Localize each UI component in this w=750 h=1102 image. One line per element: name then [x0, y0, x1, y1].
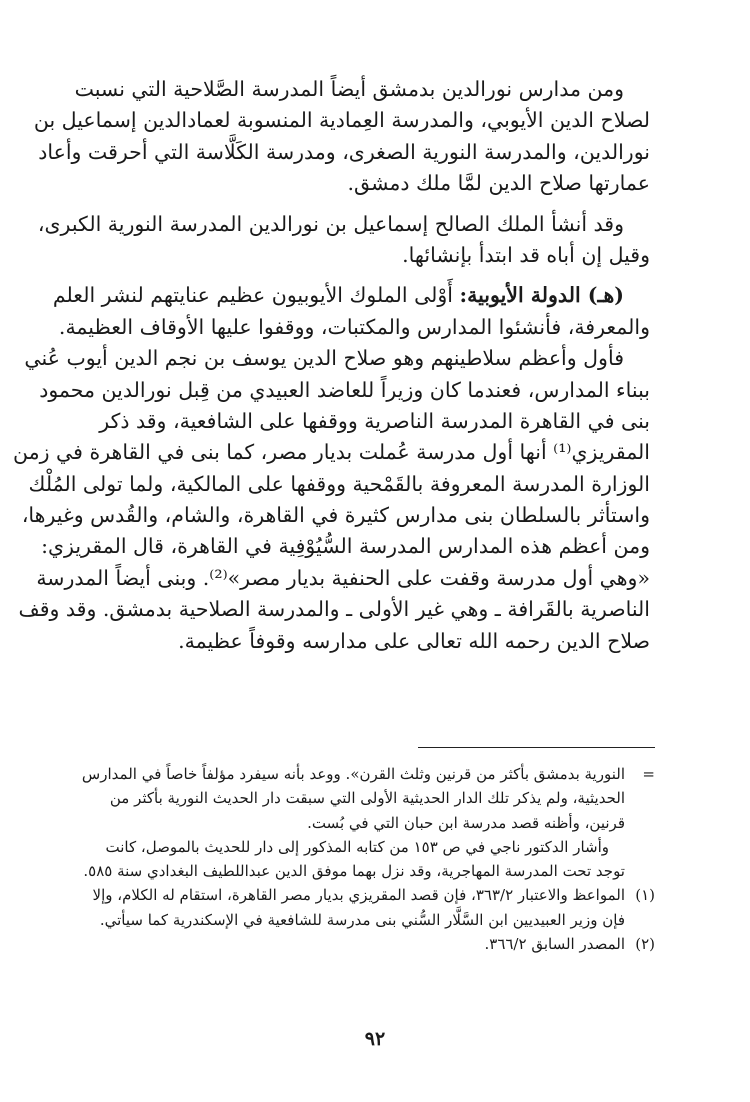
- footnote-line: الحديثية، ولم يذكر تلك الدار الحديثية الأولى التي سبقت دار الحديث النورية بأكثر من: [109, 789, 625, 808]
- footnote-line: توجد تحت المدرسة المهاجرية، وقد نزل بهما موفق الدين عبداللطيف البغدادي سنة ٥٨٥.: [83, 862, 625, 881]
- text-line: وقد أنشأ الملك الصالح إسماعيل بن نورالدين المدرسة النورية الكبرى،: [37, 211, 624, 236]
- continuation-mark: =: [642, 765, 655, 783]
- footnote-line: [83, 932, 655, 956]
- text-line: المقريزي⁽¹⁾ أنها أول مدرسة عُملت بديار مصر، كما بنى في القاهرة في زمن: [13, 440, 650, 465]
- page-number: ٩٢: [364, 1028, 386, 1050]
- text-line: لصلاح الدين الأيوبي، والمدرسة العِمادية المنسوبة لعمادالدين إسماعيل بن: [33, 108, 650, 133]
- footnotes: [83, 762, 655, 956]
- text-line: الوزارة المدرسة المعروفة بالقَمْحية ووقفها على المالكية، ولما تولى المُلْك: [28, 471, 650, 496]
- footnote-line: [83, 883, 655, 907]
- text-line: «وهي أول مدرسة وقفت على الحنفية بديار مصر»⁽²⁾. وبنى أيضاً المدرسة: [36, 565, 650, 590]
- footnote-line: قرنين، وأظنه قصد مدرسة ابن حبان التي في بُست.: [307, 813, 625, 832]
- text-line: الناصرية بالقَرافة ـ وهي غير الأولى ـ والمدرسة الصلاحية بدمشق. وقد وقف: [18, 597, 650, 622]
- text-line: ومن مدارس نورالدين بدمشق أيضاً المدرسة الصَّلاحية التي نسبت: [74, 77, 624, 101]
- footnote-number: (٢): [635, 935, 655, 954]
- text-line: ببناء المدارس، فعندما كان وزيراً للعاضد العبيدي من قِبل نورالدين محمود: [39, 377, 650, 402]
- section-heading: (هـ) الدولة الأيوبية:: [459, 283, 624, 308]
- text-line: [52, 280, 650, 311]
- text-line: صلاح الدين رحمه الله تعالى على مدارسه وقوفاً عظيمة.: [178, 628, 650, 653]
- text-line: واستأثر بالسلطان بنى مدارس كثيرة في القاهرة، والشام، والقُدس وغيرها،: [21, 503, 650, 528]
- footnote-number: (١): [635, 886, 655, 905]
- main-text: [13, 74, 650, 657]
- text-line: فأول وأعظم سلاطينهم وهو صلاح الدين يوسف بن نجم الدين أيوب عُني: [24, 346, 624, 371]
- footnote-text: المصدر السابق ٣٦٦/٢.: [484, 935, 625, 954]
- text-run: أَوْلى الملوك الأيوبيون عظيم عنايتهم لنشر العلم: [52, 283, 460, 308]
- footnote-text: المواعظ والاعتبار ٣٦٣/٢، فإن قصد المقريزي بديار مصر القاهرة، استقام له الكلام، وإلا: [92, 886, 625, 905]
- footnote-line: [83, 762, 655, 786]
- footnote-separator: [418, 747, 655, 748]
- text-line: نورالدين، والمدرسة النورية الصغرى، ومدرسة الكَلَّاسة التي أحرقت وأعاد: [38, 139, 650, 164]
- text-line: وقيل إن أباه قد ابتدأ بإنشائها.: [402, 242, 650, 267]
- text-line: ومن أعظم هذه المدارس المدرسة السُّيُوْفِية في القاهرة، قال المقريزي:: [41, 534, 650, 559]
- text-line: عمارتها صلاح الدين لمَّا ملك دمشق.: [347, 171, 650, 196]
- text-line: والمعرفة، فأنشئوا المدارس والمكتبات، ووقفوا عليها الأوقاف العظيمة.: [58, 314, 650, 339]
- footnote-line: وأشار الدكتور ناجي في ص ١٥٣ من كتابه المذكور إلى دار للحديث بالموصل، كانت: [105, 837, 609, 856]
- text-line: بنى في القاهرة المدرسة الناصرية ووقفها على الشافعية، وقد ذكر: [99, 408, 650, 433]
- footnote-text: النورية بدمشق بأكثر من قرنين وثلث القرن». ووعد بأنه سيفرد مؤلفاً خاصاً في المدارس: [81, 765, 625, 783]
- footnote-line: فإن وزير العبيديين ابن السَّلَّار السُّني بنى مدرسة للشافعية في الإسكندرية كما سيأتي.: [99, 910, 625, 929]
